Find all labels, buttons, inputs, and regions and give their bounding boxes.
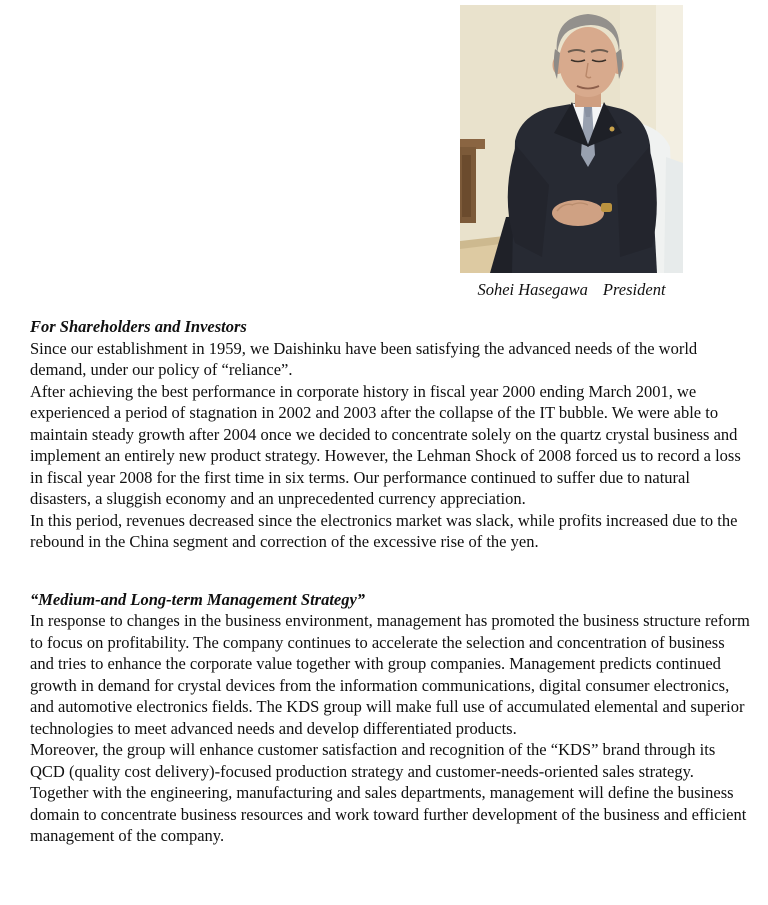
letter-body	[30, 316, 750, 847]
paragraph-moreover: Moreover, the group will enhance customer satisfaction and recognition of the “KDS” brand through its QCD (quality cost delivery)-focused production strategy and customer-needs-oriented sales strategy. Together with the engineering, manufacturing and sales departments, management will define the business domain to concentrate business resources and work toward further development of the business and efficient management of the company.	[30, 740, 747, 845]
paragraph-establishment: Since our establishment in 1959, we Daishinku have been satisfying the advanced needs of the world demand, under our policy of “reliance”.	[30, 338, 698, 379]
president-portrait-photo	[460, 5, 683, 273]
paragraph-business-environment: In response to changes in the business environment, management has promoted the business structure reform to focus on profitability. The company continues to accelerate the selection and concentration of business and tries to enhance the corporate value together with group companies. Management predicts continued growth in demand for crystal devices from the information communications, digital consumer electronics, and automotive electronics fields. The KDS group will make full use of accumulated elemental and superior technologies to meet advanced needs and develop differentiated products.	[30, 611, 750, 738]
section-heading-strategy: “Medium-and Long-term Management Strategy”	[30, 589, 366, 609]
wristwatch	[601, 203, 612, 212]
paragraph-history: After achieving the best performance in corporate history in fiscal year 2000 ending March 2001, we experienced a period of stagnation in 2002 and 2003 after the collapse of the IT bubble. We were able to maintain steady growth after 2004 once we decided to concentrate solely on the quartz crystal business and implement an entirely new product strategy. However, the Lehman Shock of 2008 forced us to record a loss in fiscal year 2008 for the first time in six terms. Our performance continued to suffer due to natural disasters, a sluggish economy and an unprecedented currency appreciation.	[30, 381, 741, 508]
section-shareholders	[30, 316, 750, 553]
section-strategy	[30, 589, 750, 847]
paragraph-this-period: In this period, revenues decreased since the electronics market was slack, while profits increased due to the rebound in the China segment and correction of the excessive rise of the yen.	[30, 510, 738, 551]
lapel-pin	[610, 127, 615, 132]
section-heading-shareholders: For Shareholders and Investors	[30, 317, 247, 336]
caption-president-name: Sohei Hasegawa	[477, 280, 588, 299]
photo-caption	[460, 280, 683, 300]
caption-president-title: President	[602, 280, 666, 299]
president-photo-block	[460, 5, 683, 300]
